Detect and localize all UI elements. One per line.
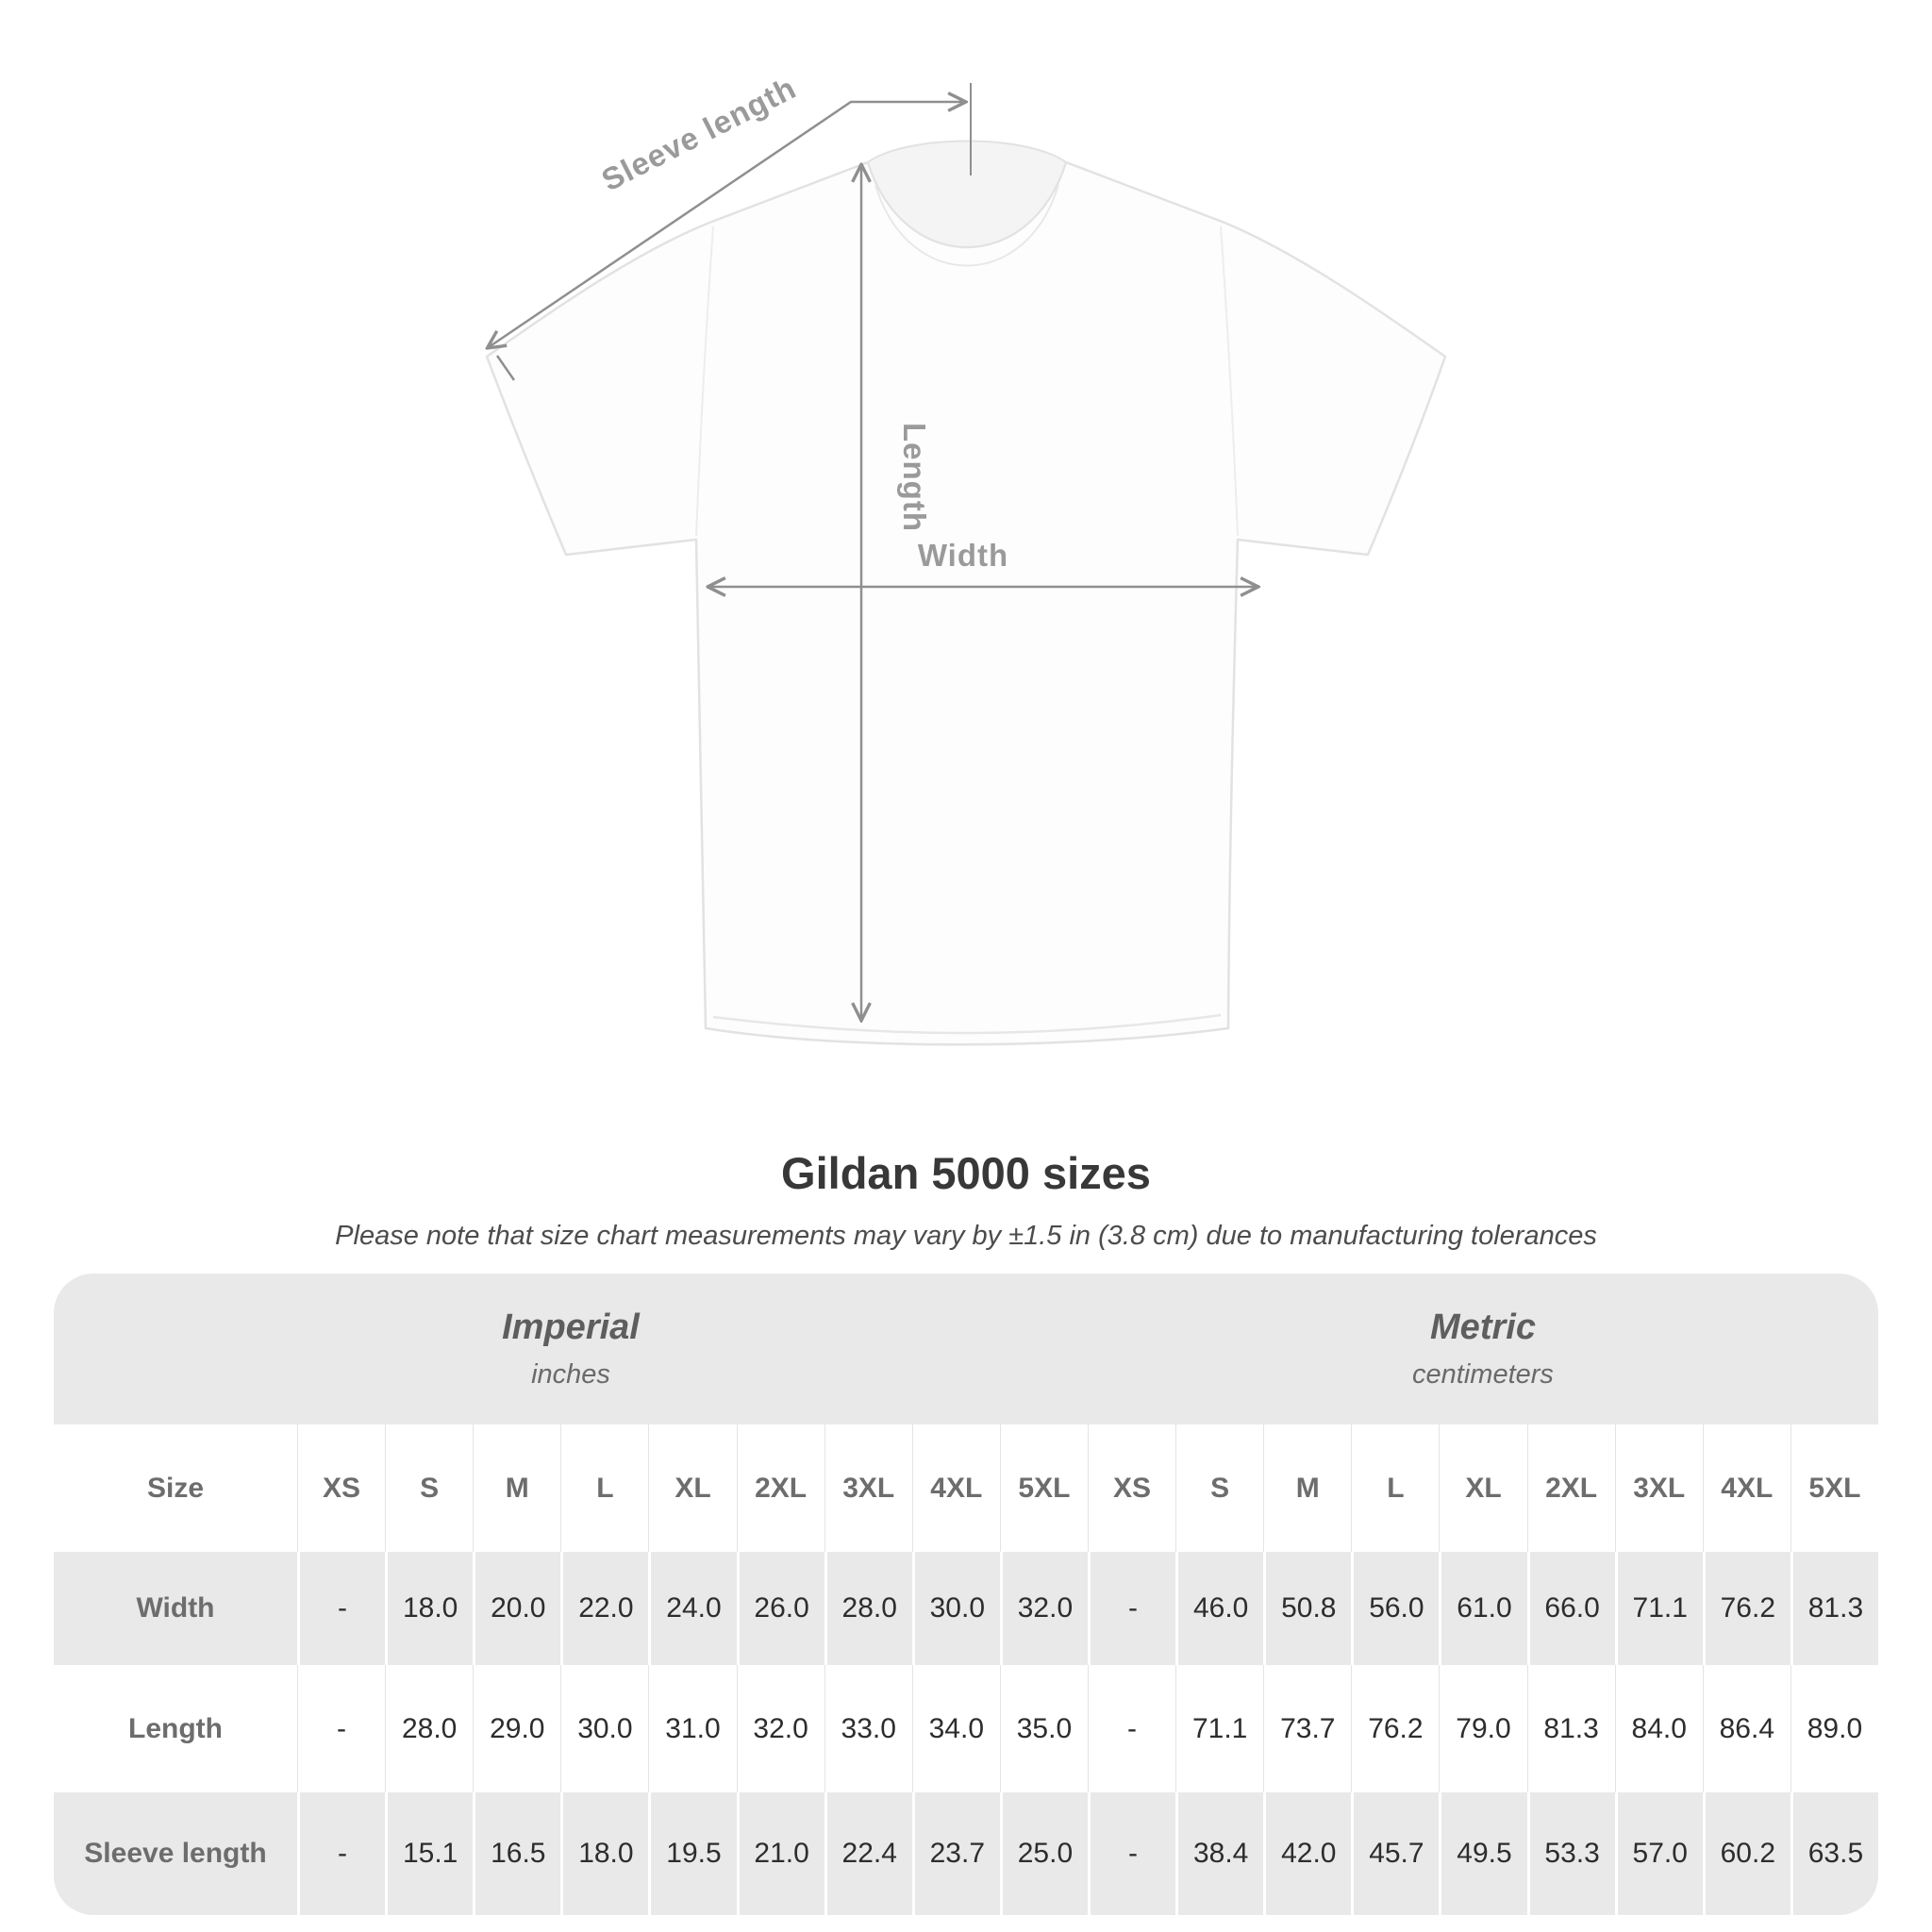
page-title: Gildan 5000 sizes	[781, 1148, 1151, 1198]
measurement-cell: 16.5	[473, 1792, 560, 1915]
measurement-cell: 53.3	[1527, 1792, 1615, 1915]
size-col-header: XS	[297, 1424, 385, 1552]
measurement-cell: 76.2	[1703, 1552, 1790, 1665]
measurement-cell: 21.0	[737, 1792, 824, 1915]
row-label: Sleeve length	[54, 1792, 297, 1915]
measurement-cell: 34.0	[912, 1665, 1000, 1792]
measurement-cell: -	[1088, 1552, 1175, 1665]
row-label: Width	[54, 1552, 297, 1665]
imperial-unit: inches	[531, 1359, 610, 1390]
measurement-cell: 66.0	[1527, 1552, 1615, 1665]
measurement-cell: -	[297, 1792, 385, 1915]
measurement-cell: 49.5	[1439, 1792, 1526, 1915]
measurement-cell: -	[297, 1665, 385, 1792]
measurement-cell: 60.2	[1703, 1792, 1790, 1915]
imperial-header	[54, 1274, 1088, 1424]
length-label: Length	[897, 423, 932, 532]
size-column-label: Size	[146, 1472, 205, 1504]
measurement-cell: 33.0	[824, 1665, 912, 1792]
measurement-cell: 57.0	[1615, 1792, 1703, 1915]
size-table	[54, 1274, 1878, 1915]
table-row	[54, 1665, 1878, 1792]
measurement-cell: 29.0	[473, 1665, 560, 1792]
measurement-cell: 50.8	[1263, 1552, 1351, 1665]
measurement-cell: 30.0	[560, 1665, 648, 1792]
measurement-cell: 28.0	[385, 1665, 473, 1792]
size-col-header: 5XL	[1790, 1424, 1878, 1552]
measurement-cell: 46.0	[1175, 1552, 1263, 1665]
measurement-cell: 22.0	[560, 1552, 648, 1665]
measurement-cell: 38.4	[1175, 1792, 1263, 1915]
size-col-header: XS	[1088, 1424, 1175, 1552]
imperial-title: Imperial	[502, 1307, 640, 1347]
measurement-cell: 56.0	[1351, 1552, 1439, 1665]
measurement-cell: 81.3	[1790, 1552, 1878, 1665]
measurement-cell: 42.0	[1263, 1792, 1351, 1915]
measurement-cell: 31.0	[648, 1665, 736, 1792]
measurement-cell: 19.5	[648, 1792, 736, 1915]
size-col-header: S	[1175, 1424, 1263, 1552]
size-col-header: M	[1263, 1424, 1351, 1552]
measurement-cell: 22.4	[824, 1792, 912, 1915]
table-row	[54, 1792, 1878, 1915]
measurement-cell: 76.2	[1351, 1665, 1439, 1792]
measurement-cell: 86.4	[1703, 1665, 1790, 1792]
width-label: Width	[917, 538, 1009, 573]
measurement-cell: -	[297, 1552, 385, 1665]
size-header-row	[54, 1424, 1878, 1552]
measurement-cell: 26.0	[737, 1552, 824, 1665]
measurement-cell: 24.0	[648, 1552, 736, 1665]
unit-header-band	[54, 1274, 1878, 1424]
measurement-cell: 15.1	[385, 1792, 473, 1915]
size-col-header: 4XL	[1703, 1424, 1790, 1552]
metric-header	[1088, 1274, 1878, 1424]
measurement-cell: 32.0	[1000, 1552, 1088, 1665]
sleeve-length-label: Sleeve length	[595, 70, 802, 198]
measurement-cell: 89.0	[1790, 1665, 1878, 1792]
size-col-header: 3XL	[1615, 1424, 1703, 1552]
measurement-cell: 63.5	[1790, 1792, 1878, 1915]
metric-unit: centimeters	[1412, 1359, 1554, 1390]
measurement-cell: 71.1	[1175, 1665, 1263, 1792]
measurement-cell: -	[1088, 1665, 1175, 1792]
metric-title: Metric	[1430, 1307, 1536, 1347]
row-label: Length	[128, 1712, 223, 1744]
size-col-header: XL	[648, 1424, 736, 1552]
size-col-header: L	[560, 1424, 648, 1552]
measurement-cell: 79.0	[1439, 1665, 1526, 1792]
size-col-header: 2XL	[737, 1424, 824, 1552]
measurement-cell: 32.0	[737, 1665, 824, 1792]
measurement-cell: -	[1088, 1792, 1175, 1915]
measurement-cell: 28.0	[824, 1552, 912, 1665]
measurement-cell: 84.0	[1615, 1665, 1703, 1792]
size-col-header: S	[385, 1424, 473, 1552]
measurement-cell: 71.1	[1615, 1552, 1703, 1665]
size-col-header: 2XL	[1527, 1424, 1615, 1552]
measurement-cell: 45.7	[1351, 1792, 1439, 1915]
table-row	[54, 1552, 1878, 1665]
measurement-cell: 30.0	[912, 1552, 1000, 1665]
size-col-header: 4XL	[912, 1424, 1000, 1552]
tolerance-note: Please note that size chart measurements may vary by ±1.5 in (3.8 cm) due to manufacturing tolerances	[335, 1221, 1597, 1251]
size-col-header: XL	[1439, 1424, 1526, 1552]
measurement-cell: 18.0	[560, 1792, 648, 1915]
measurement-cell: 81.3	[1527, 1665, 1615, 1792]
measurement-cell: 23.7	[912, 1792, 1000, 1915]
size-col-header: M	[473, 1424, 560, 1552]
size-col-header: 3XL	[824, 1424, 912, 1552]
size-col-header: 5XL	[1000, 1424, 1088, 1552]
measurement-cell: 20.0	[473, 1552, 560, 1665]
measurement-cell: 35.0	[1000, 1665, 1088, 1792]
size-col-header: L	[1351, 1424, 1439, 1552]
measurement-cell: 25.0	[1000, 1792, 1088, 1915]
measurement-cell: 61.0	[1439, 1552, 1526, 1665]
tshirt-illustration	[487, 142, 1445, 1045]
measurement-cell: 18.0	[385, 1552, 473, 1665]
measurement-cell: 73.7	[1263, 1665, 1351, 1792]
